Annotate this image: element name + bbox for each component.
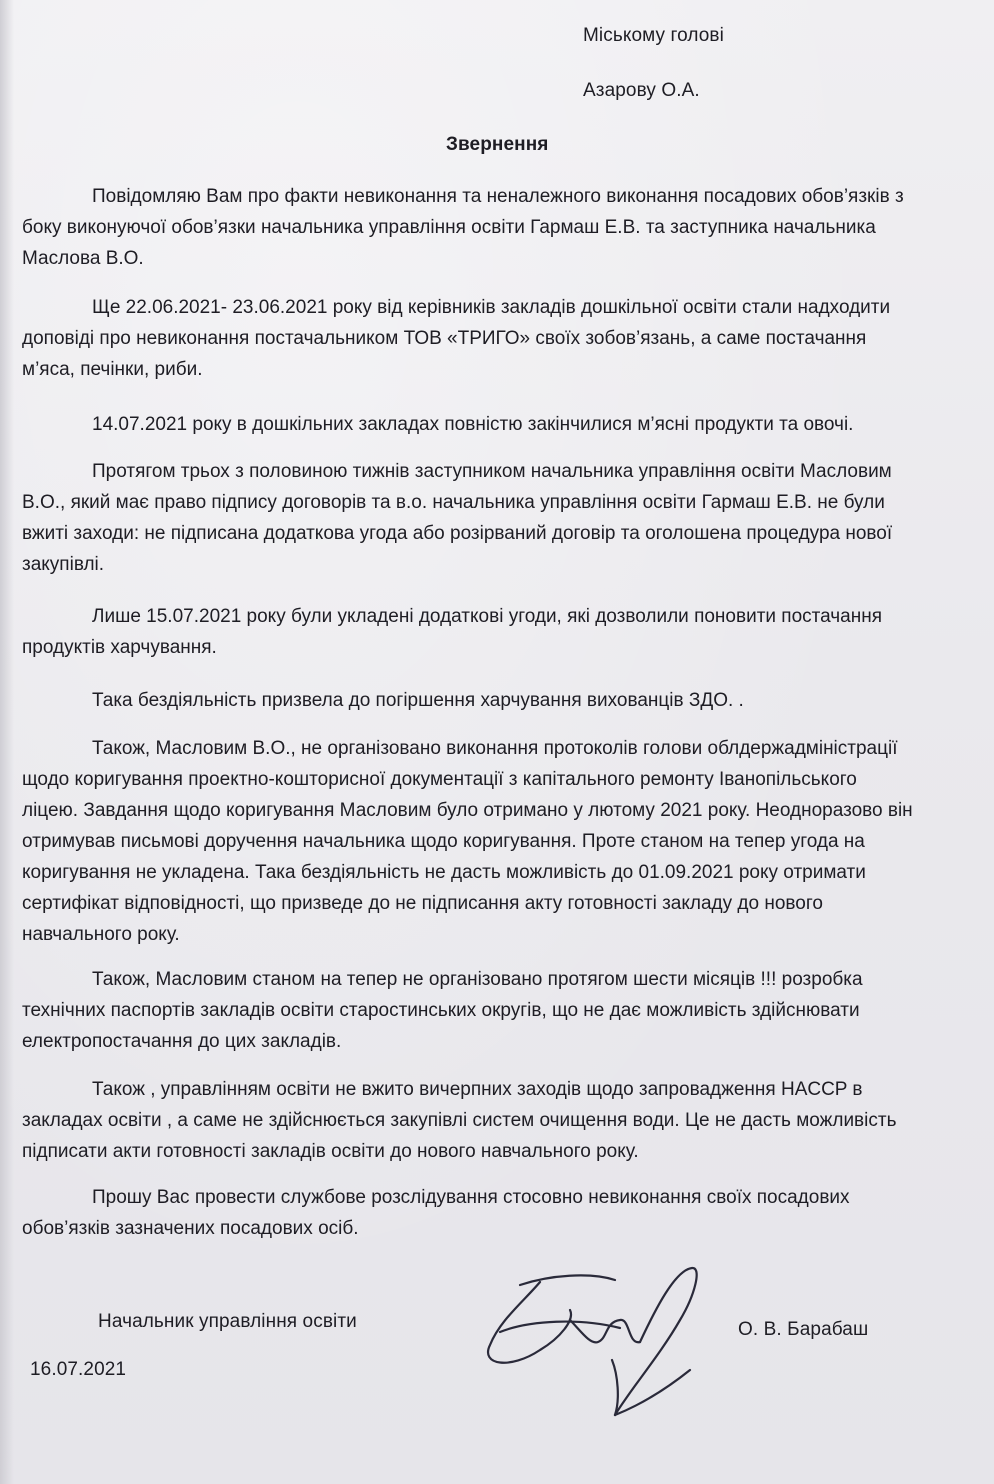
paragraph-5-line-2: продуктів харчування. <box>22 637 217 658</box>
signatory-name: О. В. Барабаш <box>738 1319 869 1340</box>
paragraph-7-line-2: щодо коригування проектно-кошторисної документації з капітального ремонту Іванопільського <box>22 769 857 790</box>
addressee-line-2: Азарову О.А. <box>583 80 700 101</box>
paragraph-4-line-4: закупівлі. <box>22 554 105 575</box>
document-date: 16.07.2021 <box>30 1359 127 1380</box>
paragraph-3-line-1: 14.07.2021 року в дошкільних закладах повністю закінчилися м’ясні продукти та овочі. <box>92 414 854 435</box>
paragraph-4-line-3: вжиті заходи: не підписана додаткова угода або розірваний договір та оголошена процедура нової <box>22 523 893 544</box>
paragraph-2-line-1: Ще 22.06.2021- 23.06.2021 року від керівників закладів дошкільної освіти стали надходити <box>92 297 891 318</box>
paragraph-10-line-1: Прошу Вас провести службове розслідування стосовно невиконання своїх посадових <box>92 1187 850 1208</box>
paragraph-8-line-2: технічних паспортів закладів освіти старостинських округів, що не дає можливість здійснювати <box>22 1000 860 1021</box>
paragraph-7-line-4: отримував письмові доручення начальника щодо коригування. Проте станом на тепер угода на <box>22 831 865 852</box>
paragraph-2 <box>22 292 966 385</box>
paragraph-7-line-6: сертифікат відповідності, що призведе до не підписання акту готовності закладу до нового <box>22 893 823 914</box>
paragraph-5-line-1: Лише 15.07.2021 року були укладені додаткові угоди, які дозволили поновити постачання <box>92 606 883 627</box>
paragraph-3 <box>22 409 966 440</box>
handwritten-signature <box>480 1250 710 1440</box>
paragraph-1-line-1: Повідомляю Вам про факти невиконання та неналежного виконання посадових обов’язків з <box>92 186 904 207</box>
addressee-line-1: Міському голові <box>583 25 724 46</box>
signature-stroke-3 <box>500 1322 620 1332</box>
paragraph-7-line-1: Також, Масловим В.О., не організовано виконання протоколів голови облдержадміністрації <box>92 738 898 759</box>
signatory-position: Начальник управління освіти <box>98 1311 357 1332</box>
paragraph-9 <box>22 1074 966 1167</box>
signature-stroke-6 <box>612 1360 618 1415</box>
paragraph-10-line-2: обов’язків зазначених посадових осіб. <box>22 1218 359 1239</box>
paragraph-10 <box>22 1182 966 1244</box>
document-title: Звернення <box>446 134 549 155</box>
paragraph-5 <box>22 601 966 663</box>
paragraph-1-line-2: боку виконуючої обов’язки начальника управління освіти Гармаш Е.В. та заступника начальника <box>22 217 876 238</box>
paragraph-6 <box>22 685 966 716</box>
paragraph-2-line-2: доповіді про невиконання постачальником ТОВ «ТРИГО» своїх зобов’язань, а саме постачання <box>22 328 867 349</box>
signature-stroke-7 <box>615 1370 690 1415</box>
paragraph-4-line-1: Протягом трьох з половиною тижнів заступником начальника управління освіти Масловим <box>92 461 892 482</box>
paragraph-1 <box>22 181 966 274</box>
paragraph-9-line-2: закладах освіти , а саме не здійснюється закупівлі систем очищення води. Це не дасть можливість <box>22 1110 897 1131</box>
paragraph-9-line-3: підписати акти готовності закладів освіти до нового навчального року. <box>22 1141 639 1162</box>
paragraph-6-line-1: Така бездіяльність призвела до погіршення харчування вихованців ЗДО. . <box>92 690 744 711</box>
signature-stroke-1 <box>520 1275 615 1285</box>
paragraph-1-line-3: Маслова В.О. <box>22 248 144 269</box>
paragraph-8-line-3: електропостачання до цих закладів. <box>22 1031 342 1052</box>
paragraph-4 <box>22 456 966 580</box>
page-edge-shadow <box>0 0 14 1484</box>
paragraph-7-line-5: коригування не укладена. Така бездіяльність не дасть можливість до 01.09.2021 року отримати <box>22 862 866 883</box>
paragraph-9-line-1: Також , управлінням освіти не вжито вичерпних заходів щодо запровадження HACCP в <box>92 1079 863 1100</box>
signature-stroke-4 <box>570 1320 640 1342</box>
paragraph-4-line-2: В.О., який має право підпису договорів та в.о. начальника управління освіти Гармаш Е.В. не були <box>22 492 885 513</box>
paragraph-7-line-3: ліцею. Завдання щодо коригування Масловим було отримано у лютому 2021 року. Неодноразово він <box>22 800 913 821</box>
paragraph-7 <box>22 733 966 950</box>
paragraph-8-line-1: Також, Масловим станом на тепер не організовано протягом шести місяців !!! розробка <box>92 969 863 990</box>
paragraph-7-line-7: навчального року. <box>22 924 180 945</box>
paragraph-8 <box>22 964 966 1057</box>
paragraph-2-line-3: м’яса, печінки, риби. <box>22 359 203 380</box>
